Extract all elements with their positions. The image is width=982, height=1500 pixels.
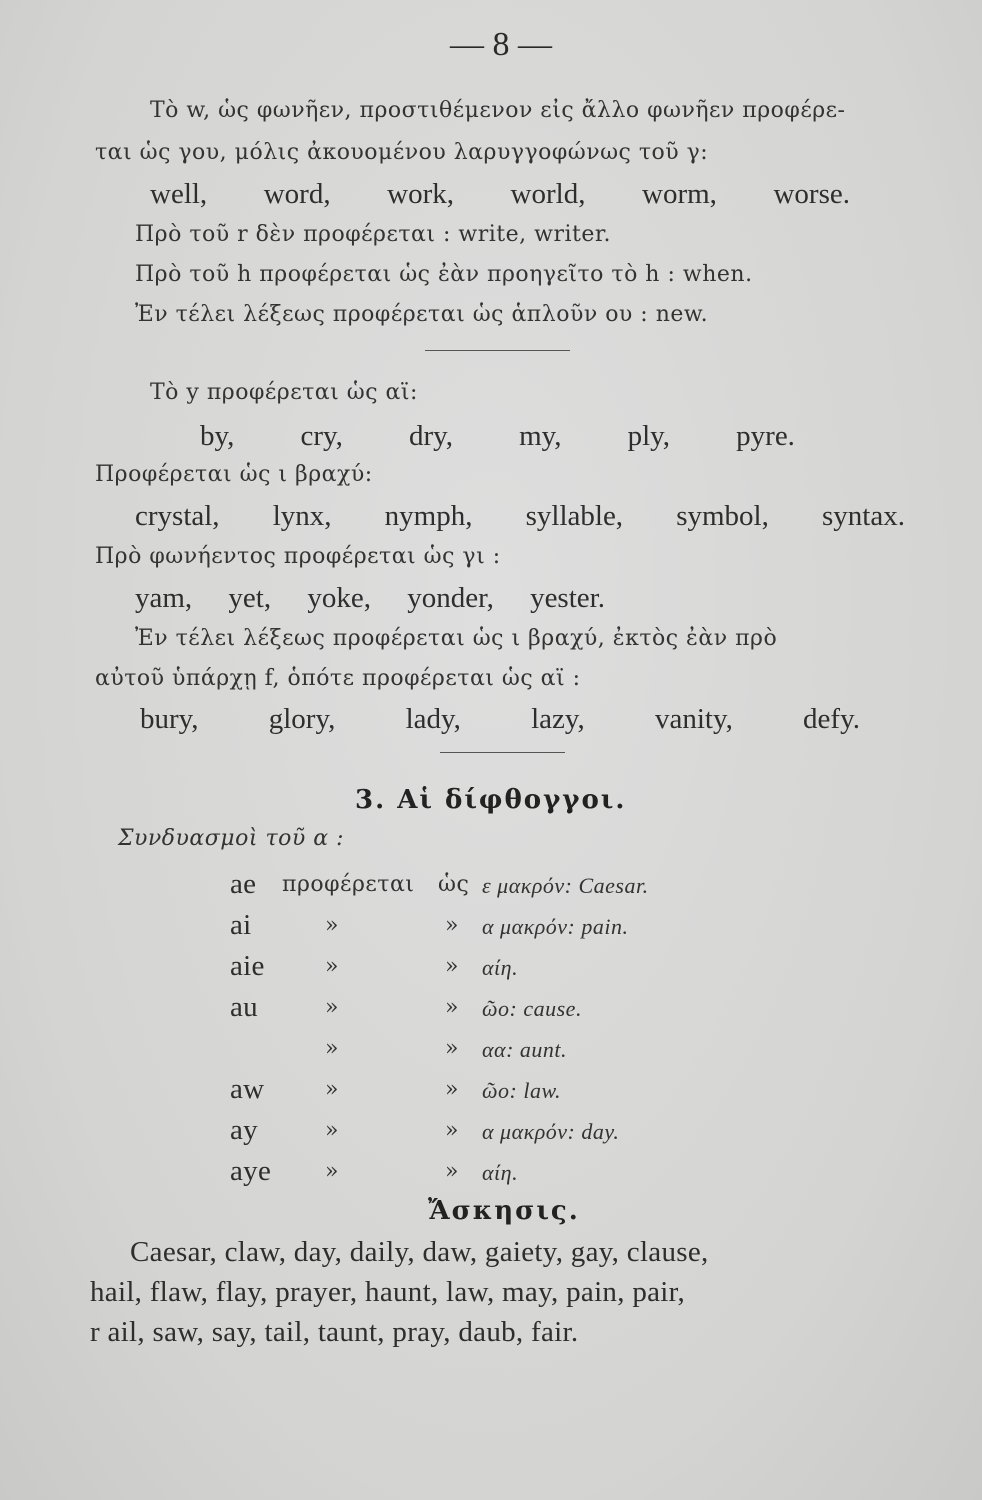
w-rule-line-1: Τὸ w, ὡς φωνῆεν, προστιθέμενον εἰς ἄλλο φωνῆεν προφέρε-	[150, 98, 846, 123]
value: α μακρόν: day.	[482, 1119, 620, 1144]
word: bury,	[140, 703, 199, 735]
word: yet,	[228, 582, 272, 614]
diphthongs-heading: 3. Αἱ δίφθογγοι.	[355, 785, 627, 815]
value: ῶο: law.	[482, 1078, 562, 1103]
y-intro: Τὸ y προφέρεται ὡς αϊ:	[150, 380, 418, 405]
y-short-i: Προφέρεται ὡς ι βραχύ:	[95, 462, 373, 487]
exercise-line-3: r ail, saw, say, tail, taunt, pray, daub, fair.	[90, 1316, 579, 1348]
y-word-list-4	[140, 703, 860, 736]
word: worm,	[642, 178, 717, 210]
combo: ae	[230, 868, 257, 900]
w-rule-line-5: Πρὸ τοῦ h προφέρεται ὡς ἐὰν προηγεῖτο τὸ h : when.	[135, 262, 753, 287]
combo: ay	[230, 1114, 258, 1146]
word: vanity,	[654, 703, 733, 735]
col-2: »	[445, 1077, 459, 1102]
word: my,	[519, 420, 562, 452]
col-1: »	[325, 1077, 339, 1102]
y-word-list-1	[200, 420, 795, 453]
w-rule-line-6: Ἐν τέλει λέξεως προφέρεται ὡς ἁπλοῦν ου : new.	[135, 302, 709, 327]
word: defy.	[803, 703, 860, 735]
word: pyre.	[736, 420, 795, 452]
col-1: »	[325, 1118, 339, 1143]
word: nymph,	[384, 500, 473, 532]
value: ῶο: cause.	[482, 996, 582, 1021]
col-1: προφέρεται	[282, 872, 415, 897]
w-rule-line-4: Πρὸ τοῦ r δὲν προφέρεται : write, writer.	[135, 222, 611, 247]
col-1: »	[325, 913, 339, 938]
divider	[425, 350, 570, 351]
word: cry,	[300, 420, 343, 452]
exercise-line-1: Caesar, claw, day, daily, daw, gaiety, gay, clause,	[130, 1236, 709, 1268]
col-1: »	[325, 954, 339, 979]
value: α μακρόν: pain.	[482, 914, 629, 939]
combo: aw	[230, 1073, 265, 1105]
col-2: »	[445, 913, 459, 938]
y-word-list-2	[135, 500, 905, 533]
word: yonder,	[407, 582, 494, 614]
word: syllable,	[525, 500, 624, 532]
word: by,	[200, 420, 235, 452]
word: crystal,	[135, 500, 220, 532]
page-number: — 8 —	[450, 26, 552, 63]
word: glory,	[268, 703, 336, 735]
word: work,	[387, 178, 454, 210]
word: lazy,	[531, 703, 585, 735]
word: symbol,	[676, 500, 769, 532]
col-1: »	[325, 1036, 339, 1061]
value: αίη.	[482, 1160, 519, 1185]
word: worse.	[773, 178, 850, 210]
word: dry,	[408, 420, 453, 452]
col-2: »	[445, 1159, 459, 1184]
word: yoke,	[307, 582, 371, 614]
value: αα: aunt.	[482, 1037, 568, 1062]
col-2: »	[445, 1036, 459, 1061]
col-1: »	[325, 1159, 339, 1184]
y-word-list-3	[135, 582, 605, 615]
divider	[440, 752, 565, 753]
word: yester.	[530, 582, 605, 614]
word: lady,	[405, 703, 461, 735]
col-1: »	[325, 995, 339, 1020]
w-rule-line-2: ται ὡς γου, μόλις ἀκουομένου λαρυγγοφώνως τοῦ γ:	[95, 140, 709, 165]
value: αίη.	[482, 955, 519, 980]
word: word,	[263, 178, 331, 210]
word: world,	[510, 178, 586, 210]
y-before-vowel: Πρὸ φωνήεντος προφέρεται ὡς γι :	[95, 544, 501, 569]
exercise-heading: Ἄσκησις.	[428, 1196, 580, 1226]
exercise-line-2: hail, flaw, flay, prayer, haunt, law, may, pain, pair,	[90, 1276, 685, 1308]
combo: au	[230, 991, 258, 1023]
combo: ai	[230, 909, 252, 941]
col-2: »	[445, 1118, 459, 1143]
col-2: ὡς	[438, 872, 470, 897]
col-2: »	[445, 954, 459, 979]
w-word-list	[150, 178, 850, 211]
word: lynx,	[272, 500, 332, 532]
value: ε μακρόν: Caesar.	[482, 873, 649, 898]
combo: aye	[230, 1155, 272, 1187]
word: well,	[150, 178, 208, 210]
word: ply,	[627, 420, 671, 452]
word: yam,	[135, 582, 193, 614]
word: syntax.	[822, 500, 905, 532]
combo: aie	[230, 950, 265, 982]
y-end-line-2: αὐτοῦ ὑπάρχῃ f, ὁπότε προφέρεται ὡς αϊ :	[95, 666, 581, 691]
diphthongs-subheading: Συνδυασμοὶ τοῦ α :	[118, 826, 345, 851]
col-2: »	[445, 995, 459, 1020]
y-end-line-1: Ἐν τέλει λέξεως προφέρεται ὡς ι βραχύ, ἐκτὸς ἐὰν πρὸ	[135, 626, 778, 651]
